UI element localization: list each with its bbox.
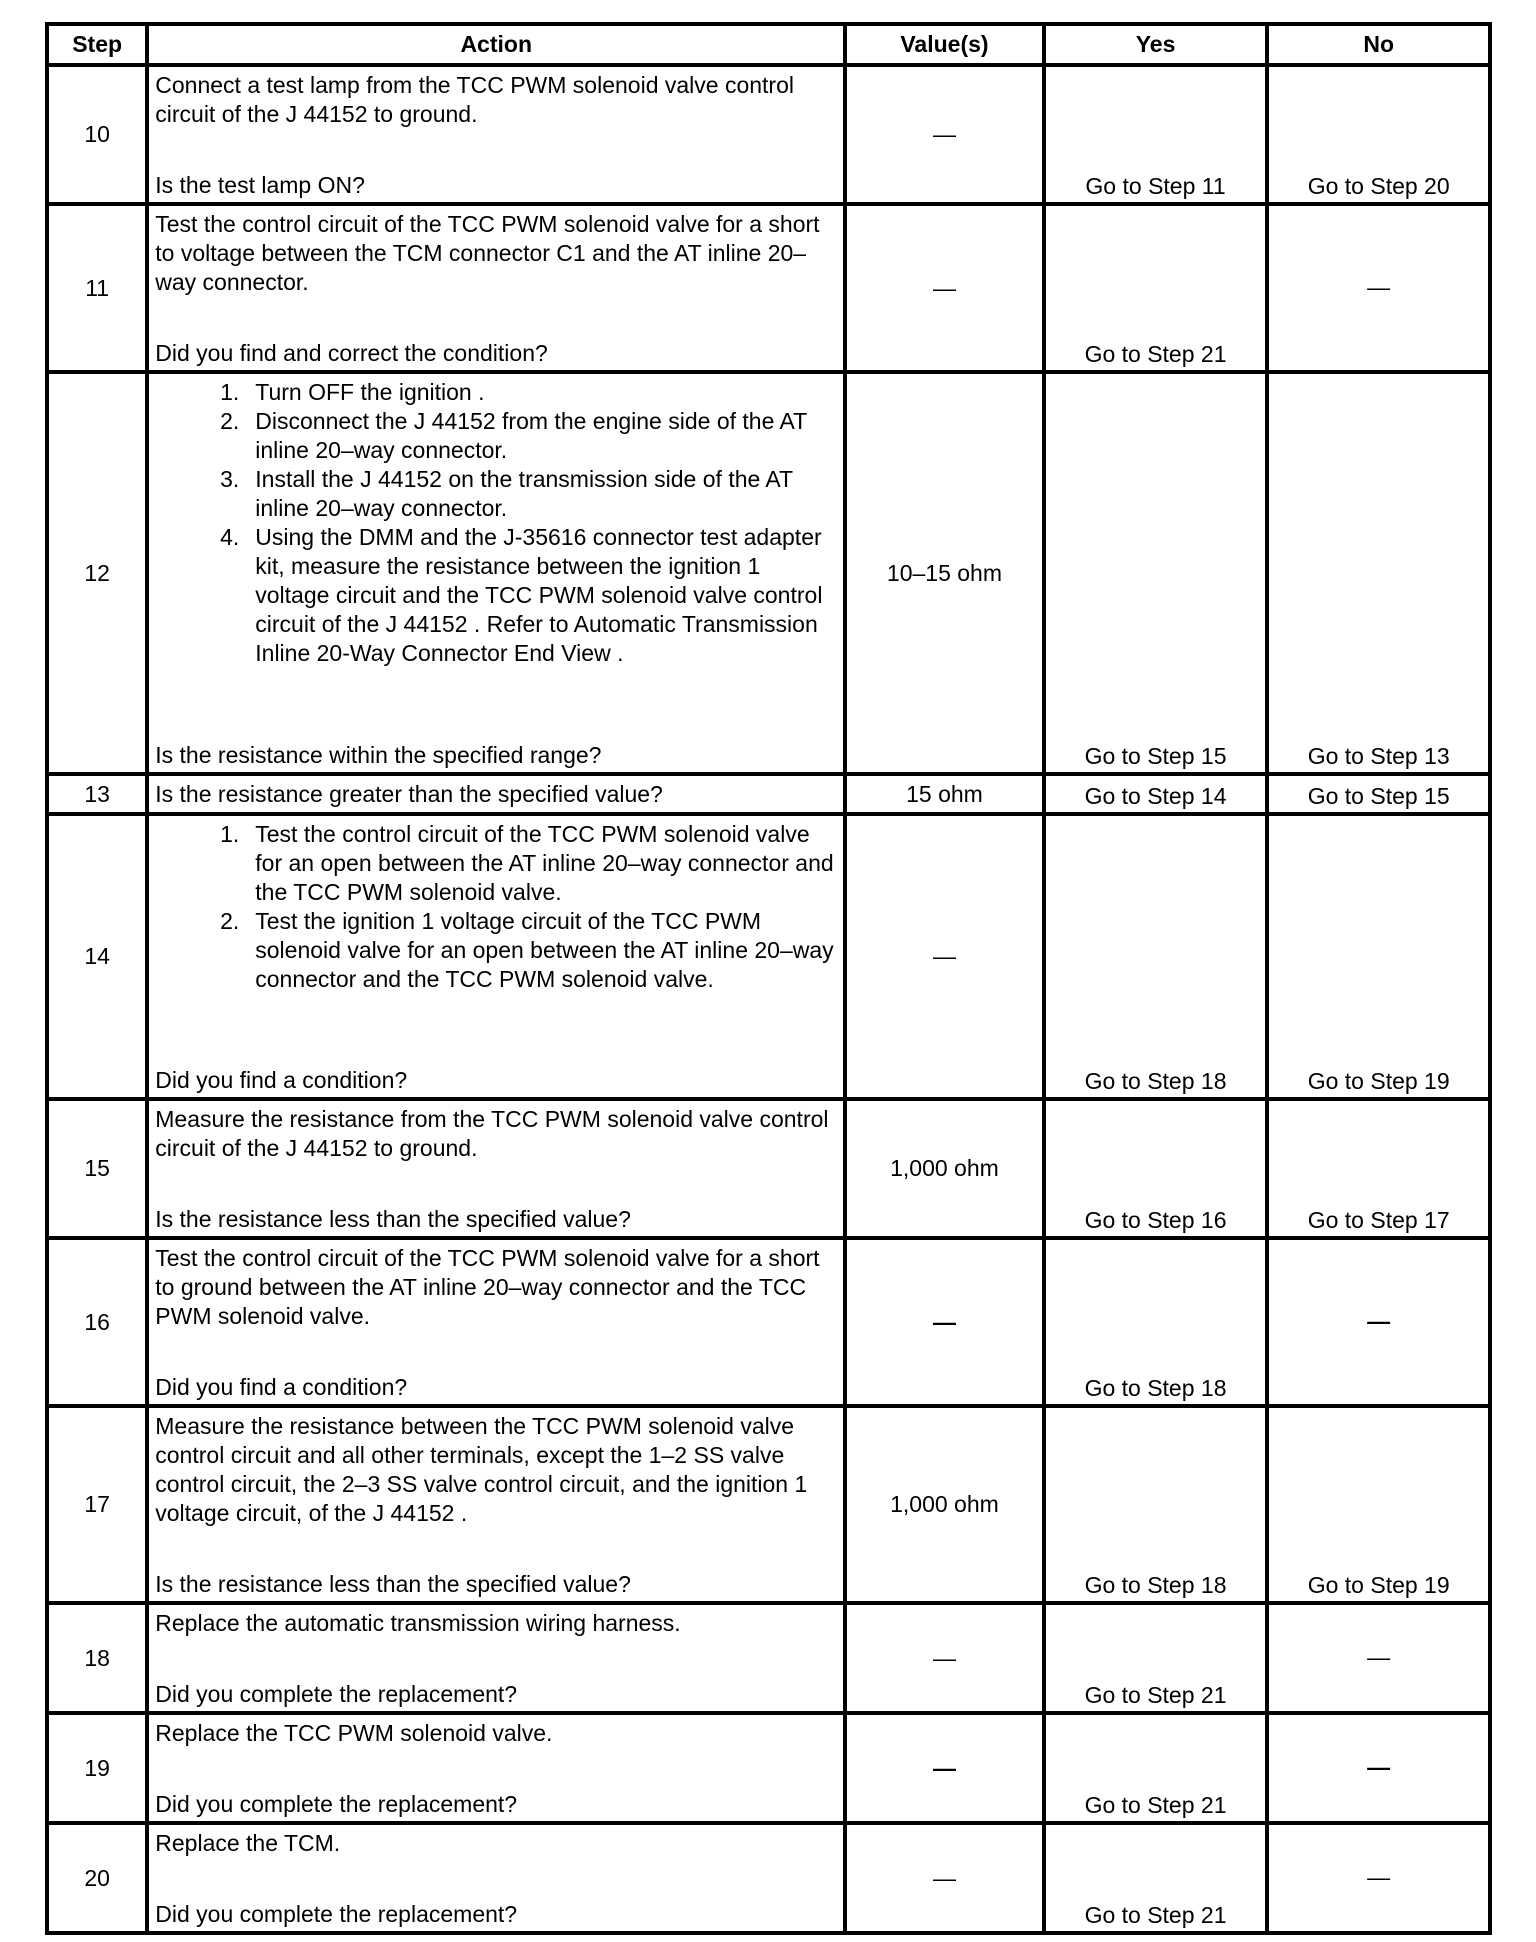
header-row	[47, 24, 1490, 65]
diagnostic-table	[45, 22, 1492, 1935]
list-text: Install the J 44152 on the transmission side of the AT inline 20–way connector.	[255, 466, 793, 521]
step-number: 12	[47, 372, 147, 774]
action-cell	[147, 814, 845, 1099]
header-no: No	[1267, 24, 1490, 65]
yes-cell: Go to Step 21	[1044, 204, 1268, 372]
table-row	[47, 1713, 1490, 1823]
action-text: Measure the resistance from the TCC PWM solenoid valve control circuit of the J 44152 to ground.	[155, 1106, 829, 1161]
table-row	[47, 204, 1490, 372]
yes-cell: Go to Step 21	[1044, 1603, 1268, 1713]
list-number: 1.	[220, 821, 240, 847]
action-question: Did you complete the replacement?	[155, 1791, 518, 1817]
value-cell: —	[845, 1603, 1044, 1713]
yes-cell: Go to Step 18	[1044, 814, 1268, 1099]
action-cell	[147, 204, 845, 372]
action-steps-list	[155, 378, 837, 668]
step-number: 17	[47, 1406, 147, 1603]
list-item	[213, 465, 837, 523]
header-step: Step	[47, 24, 147, 65]
list-text: Test the ignition 1 voltage circuit of the TCC PWM solenoid valve for an open between the AT inline 20–way connector and the TCC PWM solenoid valve.	[255, 908, 834, 992]
list-number: 2.	[220, 908, 240, 934]
table-row	[47, 1238, 1490, 1406]
yes-cell: Go to Step 21	[1044, 1823, 1268, 1933]
action-cell	[147, 1238, 845, 1406]
value-cell: —	[845, 814, 1044, 1099]
value-cell: —	[845, 65, 1044, 204]
table-row	[47, 1406, 1490, 1603]
action-steps-list	[155, 820, 837, 994]
header-action: Action	[147, 24, 845, 65]
step-number: 14	[47, 814, 147, 1099]
no-cell: —	[1267, 204, 1490, 372]
yes-cell: Go to Step 16	[1044, 1099, 1268, 1238]
step-number: 13	[47, 774, 147, 814]
value-cell: —	[845, 1713, 1044, 1823]
header-values: Value(s)	[845, 24, 1044, 65]
step-number: 16	[47, 1238, 147, 1406]
no-cell: Go to Step 20	[1267, 65, 1490, 204]
list-item	[213, 523, 837, 668]
action-cell	[147, 372, 845, 774]
action-cell	[147, 774, 845, 814]
table-row	[47, 774, 1490, 814]
action-cell	[147, 1099, 845, 1238]
list-text: Turn OFF the ignition .	[255, 379, 485, 405]
no-cell: Go to Step 15	[1267, 774, 1490, 814]
list-number: 1.	[220, 379, 240, 405]
value-cell: 10–15 ohm	[845, 372, 1044, 774]
header-yes: Yes	[1044, 24, 1268, 65]
no-cell: —	[1267, 1823, 1490, 1933]
no-cell: Go to Step 13	[1267, 372, 1490, 774]
list-text: Disconnect the J 44152 from the engine side of the AT inline 20–way connector.	[255, 408, 807, 463]
step-number: 18	[47, 1603, 147, 1713]
action-text: Test the control circuit of the TCC PWM solenoid valve for a short to voltage between the TCM connector C1 and the AT inline 20–way connector.	[155, 211, 820, 295]
action-cell	[147, 1603, 845, 1713]
action-text: Replace the TCM.	[155, 1830, 341, 1856]
action-text: Test the control circuit of the TCC PWM solenoid valve for a short to ground between the AT inline 20–way connector and the TCC PWM solenoid valve.	[155, 1245, 820, 1329]
action-cell	[147, 1406, 845, 1603]
action-question: Did you complete the replacement?	[155, 1681, 518, 1707]
action-cell	[147, 1823, 845, 1933]
step-number: 15	[47, 1099, 147, 1238]
step-number: 11	[47, 204, 147, 372]
table-row	[47, 372, 1490, 774]
yes-cell: Go to Step 14	[1044, 774, 1268, 814]
no-cell: Go to Step 17	[1267, 1099, 1490, 1238]
value-cell: —	[845, 204, 1044, 372]
value-cell: —	[845, 1823, 1044, 1933]
value-cell: —	[845, 1238, 1044, 1406]
action-question: Is the resistance within the specified range?	[155, 742, 602, 768]
action-text: Connect a test lamp from the TCC PWM solenoid valve control circuit of the J 44152 to ground.	[155, 72, 794, 127]
action-cell	[147, 1713, 845, 1823]
step-number: 10	[47, 65, 147, 204]
yes-cell: Go to Step 18	[1044, 1238, 1268, 1406]
step-number: 20	[47, 1823, 147, 1933]
yes-cell: Go to Step 11	[1044, 65, 1268, 204]
action-question: Is the resistance greater than the specified value?	[155, 781, 663, 807]
value-cell: 1,000 ohm	[845, 1406, 1044, 1603]
action-question: Is the resistance less than the specified value?	[155, 1206, 631, 1232]
action-question: Is the test lamp ON?	[155, 172, 365, 198]
yes-cell: Go to Step 15	[1044, 372, 1268, 774]
action-text: Replace the automatic transmission wiring harness.	[155, 1610, 681, 1636]
list-text: Using the DMM and the J-35616 connector test adapter kit, measure the resistance between the ignition 1 voltage circuit and the TCC PWM solenoid valve control circuit of the J 44152 . Refer to Automatic Transmission Inline 20-Way Connector End View .	[255, 524, 823, 666]
list-item	[213, 820, 837, 907]
list-number: 4.	[220, 524, 240, 550]
table-row	[47, 65, 1490, 204]
action-question: Is the resistance less than the specified value?	[155, 1571, 631, 1597]
no-cell: Go to Step 19	[1267, 1406, 1490, 1603]
list-number: 3.	[220, 466, 240, 492]
no-cell: —	[1267, 1238, 1490, 1406]
action-question: Did you find and correct the condition?	[155, 340, 548, 366]
list-text: Test the control circuit of the TCC PWM solenoid valve for an open between the AT inline 20–way connector and the TCC PWM solenoid valve.	[255, 821, 834, 905]
action-question: Did you complete the replacement?	[155, 1901, 518, 1927]
table-row	[47, 1603, 1490, 1713]
step-number: 19	[47, 1713, 147, 1823]
list-item	[213, 378, 837, 407]
no-cell: —	[1267, 1603, 1490, 1713]
action-text: Measure the resistance between the TCC PWM solenoid valve control circuit and all other terminals, except the 1–2 SS valve control circuit, the 2–3 SS valve control circuit, and the ignition 1 voltage circuit, of the J 44152 .	[155, 1413, 808, 1526]
action-text: Replace the TCC PWM solenoid valve.	[155, 1720, 553, 1746]
list-item	[213, 907, 837, 994]
table-row	[47, 1823, 1490, 1933]
action-cell	[147, 65, 845, 204]
yes-cell: Go to Step 21	[1044, 1713, 1268, 1823]
no-cell: —	[1267, 1713, 1490, 1823]
action-question: Did you find a condition?	[155, 1067, 408, 1093]
yes-cell: Go to Step 18	[1044, 1406, 1268, 1603]
table-row	[47, 814, 1490, 1099]
list-number: 2.	[220, 408, 240, 434]
table-row	[47, 1099, 1490, 1238]
action-question: Did you find a condition?	[155, 1374, 408, 1400]
value-cell: 15 ohm	[845, 774, 1044, 814]
no-cell: Go to Step 19	[1267, 814, 1490, 1099]
value-cell: 1,000 ohm	[845, 1099, 1044, 1238]
list-item	[213, 407, 837, 465]
